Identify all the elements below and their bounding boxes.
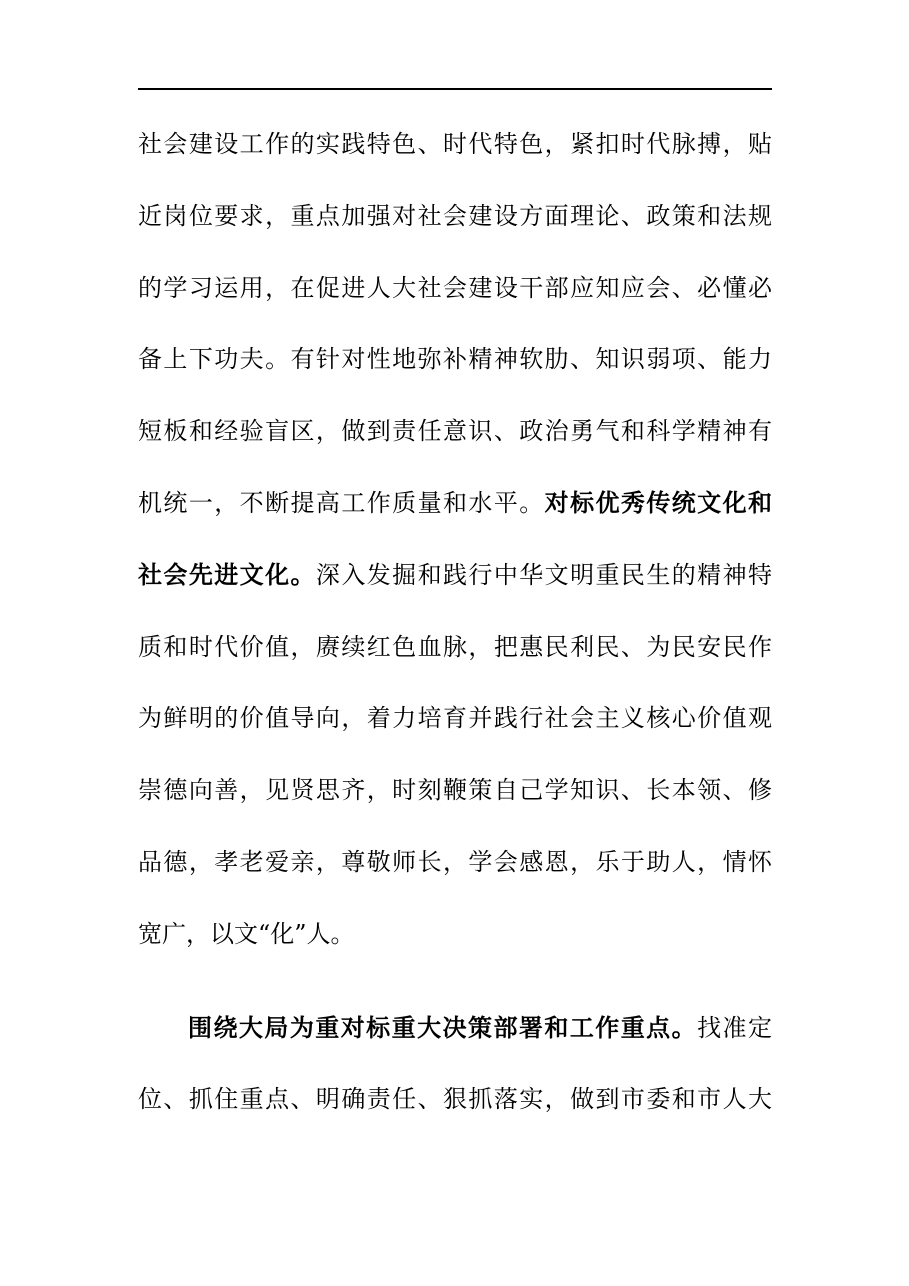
bold-heading-span: 社会先进文化。: [138, 559, 316, 589]
text-line: 社会建设工作的实践特色、时代特色，紧扣时代脉搏，贴: [138, 130, 772, 158]
text-line: 为鲜明的价值导向，着力培育并践行社会主义核心价值观: [138, 704, 772, 733]
text-line: 备上下功夫。有针对性地弥补精神软肋、知识弱项、能力: [138, 345, 772, 374]
text-line: 品德，孝老爱亲，尊敬师长，学会感恩，乐于助人，情怀: [138, 847, 772, 876]
text-line: 的学习运用，在促进人大社会建设干部应知应会、必懂必: [138, 273, 772, 302]
text-line: 位、抓住重点、明确责任、狠抓落实，做到市委和市人大: [138, 1085, 772, 1114]
header-rule: [138, 88, 772, 90]
document-body: [138, 118, 772, 1145]
text-line: [138, 477, 772, 549]
text-line: 宽广，以文“化”人。: [138, 919, 355, 948]
paragraph: [138, 118, 772, 980]
text-line: 质和时代价值，赓续红色血脉，把惠民利民、为民安民作: [138, 632, 772, 661]
bold-heading-span: 围绕大局为重对标重大决策部署和工作重点。: [188, 1012, 698, 1042]
text-span: 深入发掘和践行中华文明重民生的精神特: [315, 560, 773, 589]
text-span: 找准定: [697, 1013, 773, 1042]
paragraph: [138, 1002, 772, 1146]
bold-heading-span: 对标优秀传统文化和: [544, 487, 773, 517]
text-line: 崇德向善，见贤思齐，时刻鞭策自己学知识、长本领、修: [138, 776, 772, 805]
text-span: 机统一，不断提高工作质量和水平。: [138, 488, 545, 517]
text-line: [138, 1002, 772, 1074]
paragraph-gap: [138, 980, 772, 1002]
text-line: 近岗位要求，重点加强对社会建设方面理论、政策和法规: [138, 201, 772, 230]
text-line: 短板和经验盲区，做到责任意识、政治勇气和科学精神有: [138, 417, 772, 446]
text-line: [138, 549, 772, 621]
